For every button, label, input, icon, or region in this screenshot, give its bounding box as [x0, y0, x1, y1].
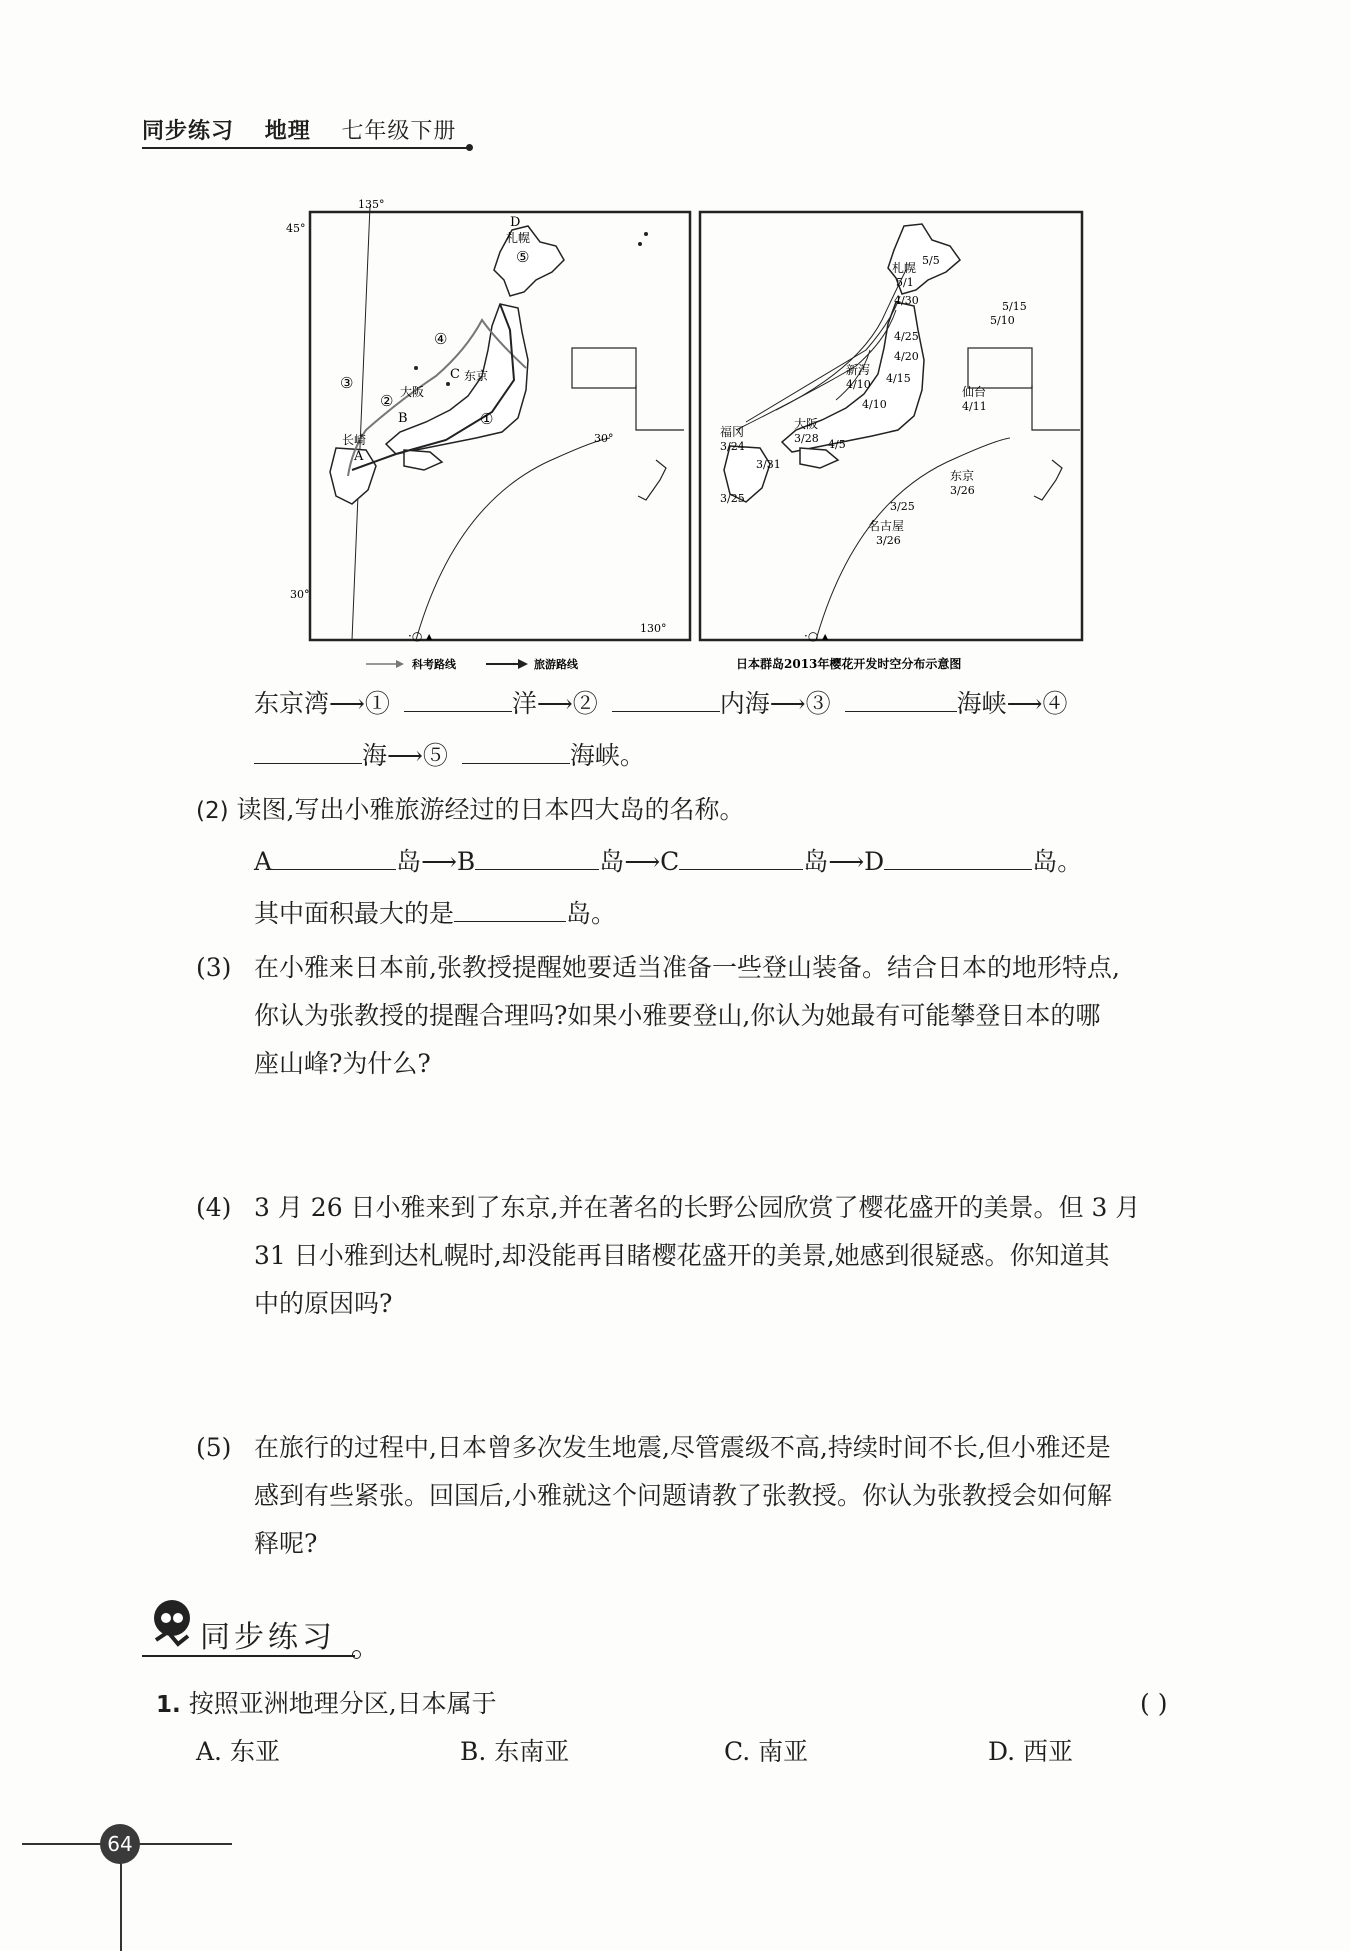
route-marker-2: ② — [380, 392, 394, 410]
r-sendai: 仙台 — [962, 385, 987, 399]
label-B: B — [398, 411, 408, 426]
q5-text: 在旅行的过程中,日本曾多次发生地震,尽管震级不高,持续时间不长,但小雅还是 感到有些紧张。回国后,小雅就这个问题请教了张教授。你认为张教授会如何解 释呢? — [254, 1433, 1112, 1558]
r-4-15: 4/15 — [886, 372, 911, 385]
lat-30-left-label: 30° — [290, 588, 310, 601]
q5-num: (5) — [196, 1433, 232, 1462]
latitude-30-curve — [416, 438, 610, 640]
r-osaka-date: 3/28 — [794, 432, 819, 445]
section-title: 同步练习 — [200, 1620, 336, 1655]
header-series: 同步练习 — [142, 119, 235, 144]
q3-num: (3) — [196, 953, 232, 982]
legend-survey: 科考路线 — [412, 658, 456, 671]
route-marker-4: ④ — [434, 330, 448, 348]
q1-line2: 海⟶⑤ 海峡。 — [254, 732, 645, 780]
small-islands-left: ·○ ▴ — [408, 629, 433, 643]
q2-blank-largest[interactable] — [454, 891, 566, 922]
r-nagoya-date: 3/26 — [876, 534, 901, 547]
label-C: C — [450, 367, 460, 382]
lon-135-label: 135° — [358, 198, 385, 211]
mascot-icon — [142, 1596, 196, 1654]
r-sapporo-date: 5/1 — [896, 276, 914, 289]
label-osaka-left: 大阪 — [400, 385, 425, 399]
r-tokyo: 东京 — [950, 469, 975, 483]
r-osaka: 大阪 — [794, 417, 819, 431]
right-map-caption: 日本群岛2013年樱花开发时空分布示意图 — [736, 657, 962, 671]
small-islands-right: ·○ ▴ — [804, 629, 829, 643]
japan-maps-figure — [286, 198, 1096, 671]
label-A: A — [354, 449, 364, 464]
header-rule — [142, 147, 470, 149]
r-sapporo: 札幌 — [892, 261, 917, 275]
r-5-10: 5/10 — [990, 314, 1015, 327]
header-dot — [466, 144, 473, 151]
r-4-10: 4/10 — [862, 398, 887, 411]
route-marker-3: ③ — [340, 374, 354, 392]
running-header — [142, 114, 478, 145]
q2-blank-a[interactable] — [272, 839, 396, 870]
r-5-5: 5/5 — [922, 254, 940, 267]
r-4-20: 4/20 — [894, 350, 919, 363]
q2-prompt: (2) 读图,写出小雅旅游经过的日本四大岛的名称。 — [196, 795, 745, 824]
route-marker-5: ⑤ — [516, 248, 530, 266]
page-number: 64 — [100, 1824, 140, 1864]
r-4-30: 4/30 — [894, 294, 919, 307]
lat-30-inset-label: 30° — [594, 432, 614, 445]
q3-text: 在小雅来日本前,张教授提醒她要适当准备一些登山装备。结合日本的地形特点, 你认为张教授的提醒合理吗?如果小雅要登山,你认为她最有可能攀登日本的哪 座山峰?为什么? — [254, 953, 1120, 1078]
mc1-option-d[interactable]: D. 西亚 — [988, 1737, 1074, 1766]
header-subject: 地理 — [264, 119, 311, 144]
label-sapporo-left: 札幌 — [506, 231, 531, 245]
mc1-option-a[interactable]: A. 东亚 — [196, 1737, 280, 1766]
mc1-option-b[interactable]: B. 东南亚 — [460, 1737, 570, 1766]
r-3-25b: 3/25 — [890, 500, 915, 513]
q2-largest: 其中面积最大的是 岛。 — [254, 890, 616, 938]
r-niigata-date: 4/10 — [846, 378, 871, 391]
r-tokyo-date: 3/26 — [950, 484, 975, 497]
q2-blank-c[interactable] — [679, 839, 803, 870]
mc1-option-c[interactable]: C. 南亚 — [724, 1737, 809, 1766]
r-fukuoka-date: 3/24 — [720, 440, 745, 453]
r-fukuoka: 福冈 — [720, 425, 745, 439]
label-tokyo-left: 东京 — [464, 369, 489, 383]
route-marker-1: ① — [480, 410, 494, 428]
r-sendai-date: 4/11 — [962, 400, 987, 413]
meridian-135 — [352, 206, 370, 640]
r-4-5: 4/5 — [828, 438, 846, 451]
shikoku-shape — [404, 450, 442, 470]
q4-num: (4) — [196, 1193, 232, 1222]
q2-blanks: A 岛⟶B 岛⟶C 岛⟶D 岛。 — [254, 838, 1082, 886]
mc1-stem: 1. 按照亚洲地理分区,日本属于 — [156, 1689, 497, 1718]
section-dot — [352, 1650, 361, 1659]
r-4-25: 4/25 — [894, 330, 919, 343]
label-D: D — [510, 215, 521, 230]
r-5-15: 5/15 — [1002, 300, 1027, 313]
r-niigata: 新泻 — [846, 363, 871, 377]
label-nagasaki: 长崎 — [342, 433, 367, 447]
r-nagoya: 名古屋 — [868, 519, 905, 533]
mc1-answer-paren[interactable]: ( ) — [1140, 1689, 1168, 1718]
left-map — [286, 198, 690, 671]
lat-45-label: 45° — [286, 222, 306, 235]
r-3-25a: 3/25 — [720, 492, 745, 505]
section-rule — [142, 1655, 355, 1657]
q1-line1: 东京湾⟶① 洋⟶② 内海⟶③ 海峡⟶④ — [254, 680, 1068, 728]
q2-blank-b[interactable] — [475, 839, 599, 870]
q4-text: 3 月 26 日小雅来到了东京,并在著名的长野公园欣赏了樱花盛开的美景。但 3 月 31 日小雅到达札幌时,却没能再目睹樱花盛开的美景,她感到很疑惑。你知道其 中的原因吗? — [254, 1193, 1141, 1318]
q2-blank-d[interactable] — [884, 839, 1032, 870]
r-3-31: 3/31 — [756, 458, 781, 471]
lon-130-label: 130° — [640, 622, 667, 635]
header-grade: 七年级下册 — [341, 119, 457, 144]
legend-travel: 旅游路线 — [534, 658, 578, 671]
right-map — [700, 212, 1082, 671]
